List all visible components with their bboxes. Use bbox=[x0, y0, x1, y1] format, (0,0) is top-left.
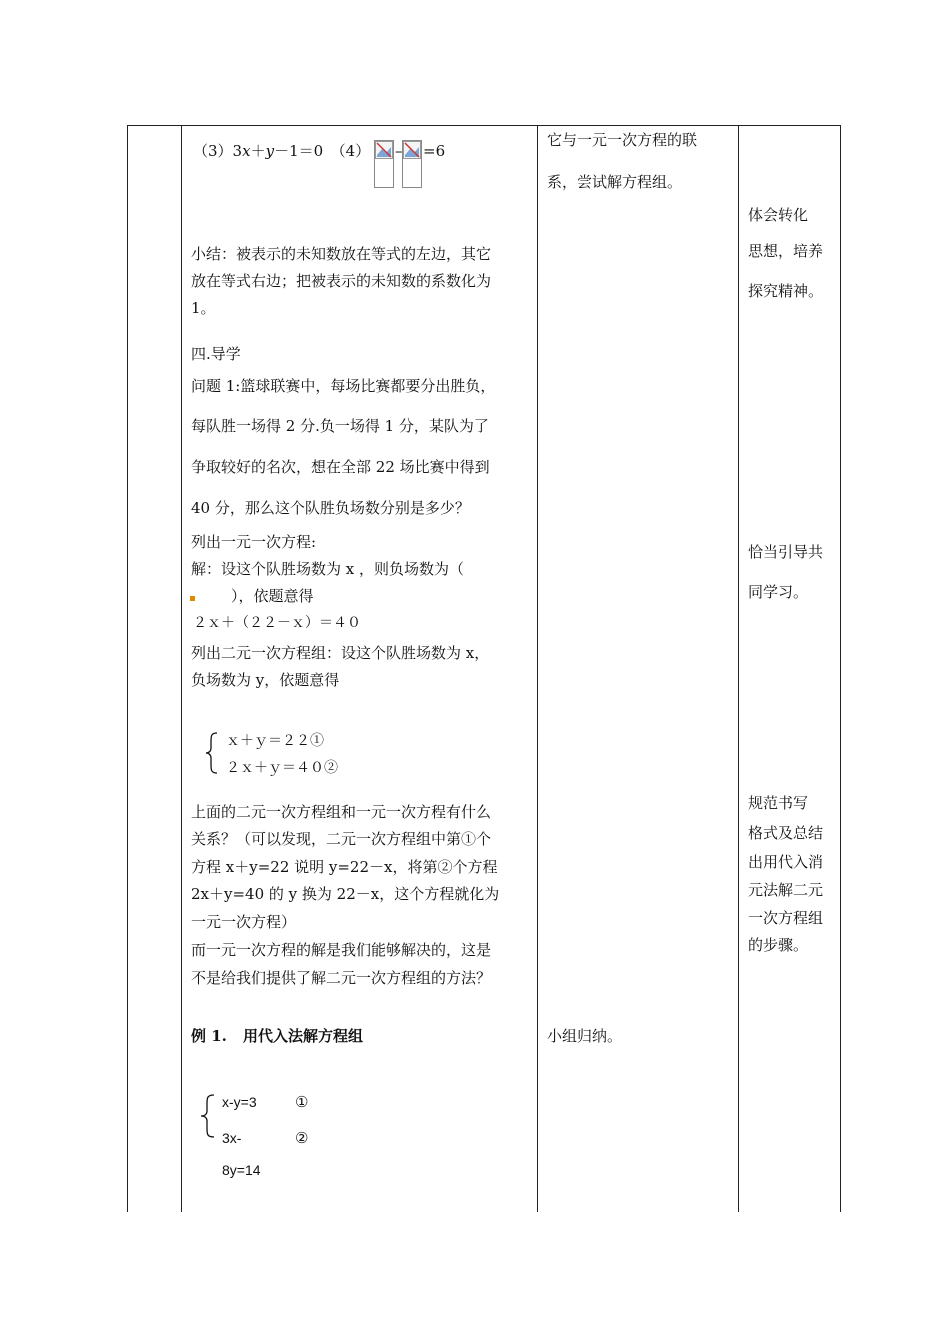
broken-image-icon bbox=[403, 141, 421, 159]
relation-line: 2x＋y=40 的 y 换为 22－x，这个方程就化为 bbox=[191, 885, 500, 903]
intent-line: 一次方程组 bbox=[748, 909, 824, 927]
summary-line: 放在等式右边；把被表示的未知数的系数化为 bbox=[191, 272, 492, 290]
left-brace-icon bbox=[199, 1094, 217, 1138]
intent-line: 元法解二元 bbox=[748, 881, 824, 899]
relation-line: 一元一次方程） bbox=[191, 913, 297, 931]
broken-image-placeholder bbox=[402, 140, 422, 188]
system-equation-1: ｘ＋ｙ＝２２① bbox=[226, 733, 324, 749]
broken-image-placeholder bbox=[374, 140, 394, 188]
relation-line: 上面的二元一次方程组和一元一次方程有什么 bbox=[191, 803, 492, 821]
table-border-col2-left bbox=[181, 125, 182, 1212]
question-line: 40 分，那么这个队胜负场数分别是多少？ bbox=[191, 499, 470, 517]
intent-line: 探究精神。 bbox=[748, 282, 824, 300]
section-title: 四.导学 bbox=[191, 345, 241, 363]
intent-line: 思想，培养 bbox=[748, 242, 824, 260]
one-var-title: 列出一元一次方程: bbox=[191, 533, 317, 551]
summary-line: 小结：被表示的未知数放在等式的左边，其它 bbox=[191, 245, 492, 263]
example-label: 例 1. bbox=[191, 1027, 227, 1045]
left-brace-icon bbox=[204, 732, 220, 774]
activity-line: 系，尝试解方程组。 bbox=[547, 173, 683, 191]
example-equation-2: 3x- bbox=[222, 1130, 242, 1146]
two-var-line: 负场数为 y，依题意得 bbox=[191, 671, 340, 689]
broken-image-icon bbox=[375, 141, 393, 159]
system-equation-2: ２ｘ＋ｙ＝４０② bbox=[226, 760, 338, 776]
marker-dot bbox=[190, 596, 195, 601]
relation-line: 不是给我们提供了解二元一次方程组的方法？ bbox=[191, 969, 492, 987]
activity-line: 它与一元一次方程的联 bbox=[547, 131, 698, 149]
example-title: 用代入法解方程组 bbox=[243, 1027, 364, 1045]
intent-line: 体会转化 bbox=[748, 206, 809, 224]
example-equation-1: x-y=3 bbox=[222, 1094, 257, 1110]
intent-line: 的步骤。 bbox=[748, 936, 809, 954]
question-line: 问题 1:篮球联赛中，每场比赛都要分出胜负， bbox=[191, 377, 496, 395]
intent-line: 恰当引导共 bbox=[748, 543, 824, 561]
solution-line: ），依题意得 bbox=[231, 587, 314, 605]
table-top-border bbox=[127, 125, 841, 126]
equation-line: （3）3x＋y－1＝0 （4） bbox=[193, 142, 371, 160]
intent-line: 格式及总结 bbox=[748, 824, 824, 842]
example-equation-1-number: ① bbox=[295, 1093, 309, 1111]
table-border-col4-left bbox=[738, 125, 739, 1212]
equation-suffix: =6 bbox=[423, 142, 446, 160]
relation-line: 而一元一次方程的解是我们能够解决的，这是 bbox=[191, 941, 492, 959]
intent-line: 规范书写 bbox=[748, 794, 809, 812]
solution-line: 解：设这个队胜场数为 x ，则负场数为（ bbox=[191, 560, 464, 578]
summary-line: 1。 bbox=[191, 299, 216, 317]
relation-line: 关系？（可以发现，二元一次方程组中第①个 bbox=[191, 830, 492, 848]
table-border-right bbox=[840, 125, 841, 1212]
example-equation-2-number: ② bbox=[295, 1129, 309, 1147]
two-var-line: 列出二元一次方程组：设这个队胜场数为 x， bbox=[191, 644, 490, 662]
solution-equation: ２ｘ＋（２２－ｘ）＝４０ bbox=[193, 615, 361, 631]
minus-sign: – bbox=[395, 142, 403, 160]
question-line: 每队胜一场得 2 分.负一场得 1 分，某队为了 bbox=[191, 417, 489, 435]
intent-line: 同学习。 bbox=[748, 583, 809, 601]
question-line: 争取较好的名次，想在全部 22 场比赛中得到 bbox=[191, 458, 490, 476]
intent-line: 出用代入消 bbox=[748, 853, 824, 871]
table-border-col1-left bbox=[127, 125, 128, 1212]
activity-line: 小组归纳。 bbox=[547, 1027, 623, 1045]
relation-line: 方程 x＋y=22 说明 y=22－x，将第②个方程 bbox=[191, 858, 498, 876]
example-equation-2-continued: 8y=14 bbox=[222, 1162, 261, 1178]
table-border-col3-left bbox=[537, 125, 538, 1212]
